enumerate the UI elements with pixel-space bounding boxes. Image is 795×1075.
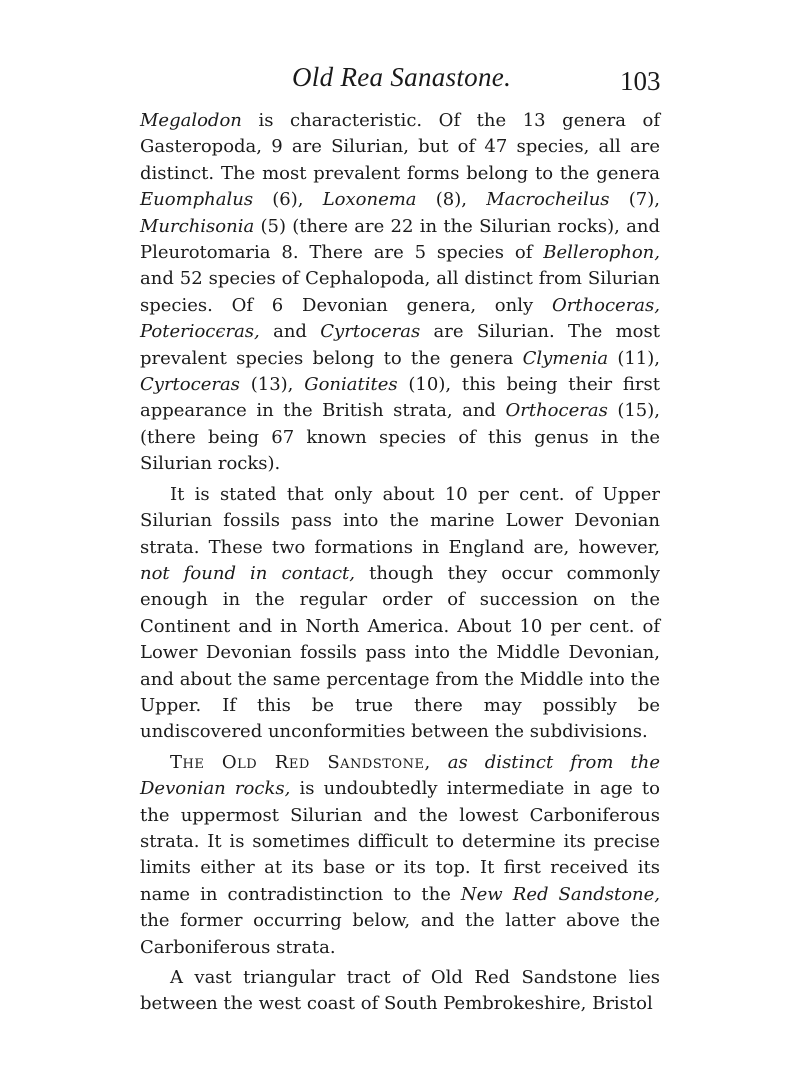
emphasis: not found in contact, [140,562,356,584]
section-lead: The Old Red Sandstone, [170,751,431,773]
text-run: (10), this being their first appearance in the British strata, and [140,374,660,422]
emphasis: as distinct from the Devonian rocks, [140,751,660,800]
genus-name: Murchisonia [140,215,255,237]
genus-name: Orthoceras, Poteriocєras, [140,294,660,343]
text-run: (8), [416,189,487,211]
running-title: Old Rea Sanastone. [292,62,512,92]
genus-name: Loxonema [322,189,417,211]
genus-name: Macrocheilus [486,189,610,211]
text-run: (7), [609,189,660,211]
text-run: (13), [239,374,305,396]
text-run: and [259,321,321,343]
genus-name: Cyrtoceras [320,321,421,343]
emphasis: New Red Sandstone, [460,883,661,905]
page-number: 103 [620,66,661,96]
genus-name: Euomphalus [140,189,254,211]
text-run: (11), [608,347,660,369]
text-run: is characteristic. Of the 13 genera of Gasteropoda, 9 are Silurian, but of 47 species, all are distinct. The most prevalent forms belong to the genera [140,110,660,184]
text-run: and 52 species of Cephalopoda, all distinct from Silurian species. Of 6 Devonian genera, only [140,268,660,316]
text-run: (5) (there are 22 in the Silurian rocks), and Pleurotomaria 8. There are 5 species of [140,215,660,264]
genus-name: Goniatites [304,374,398,396]
text-run: A vast triangular tract of Old Red Sandstone lies between the west coast of South Pembrokeshire, Bristol [140,967,660,1015]
body-text [140,108,660,1022]
text-run: It is stated that only about 10 per cent. of Upper Silurian fossils pass into the marine Lower Devonian strata. These two formations in England are, however, [140,483,660,558]
text-run: (15), (there being 67 known species of this genus in the Silurian rocks). [140,400,660,475]
genus-name: Megalodon [140,110,242,131]
running-head [0,62,795,102]
genus-name: Bellerophon, [543,242,660,264]
text-run: though they occur commonly enough in the regular order of succession on the Continent and in North America. About 10 per cent. of Lower Devonian fossils pass into the Middle Devonian, and about the same percentage from the Middle into the Upper. If this be true there may possibly be undiscovered unconformities between the subdivisions. [140,562,661,743]
text-run: are Silurian. The most prevalent species belong to the genera [140,321,660,369]
genus-name: Cyrtoceras [140,374,240,396]
genus-name: Orthoceras [505,400,608,422]
paragraph-silurian-fossils [140,482,660,746]
paragraph-triangular-tract [140,965,660,1018]
text-run: (6), [253,189,323,211]
paragraph-old-red-sandstone [140,750,660,961]
text-run: the former occurring below, and the latter above the Carboniferous strata. [140,910,660,958]
genus-name: Clymenia [522,347,609,369]
paragraph-cephalopoda [140,108,660,478]
text-run: is undoubtedly intermediate in age to the uppermost Silurian and the lowest Carboniferous strata. It is sometimes difficult to determine its precise limits either at its base or its top. It first received its name in contradistinction to the [140,778,660,905]
